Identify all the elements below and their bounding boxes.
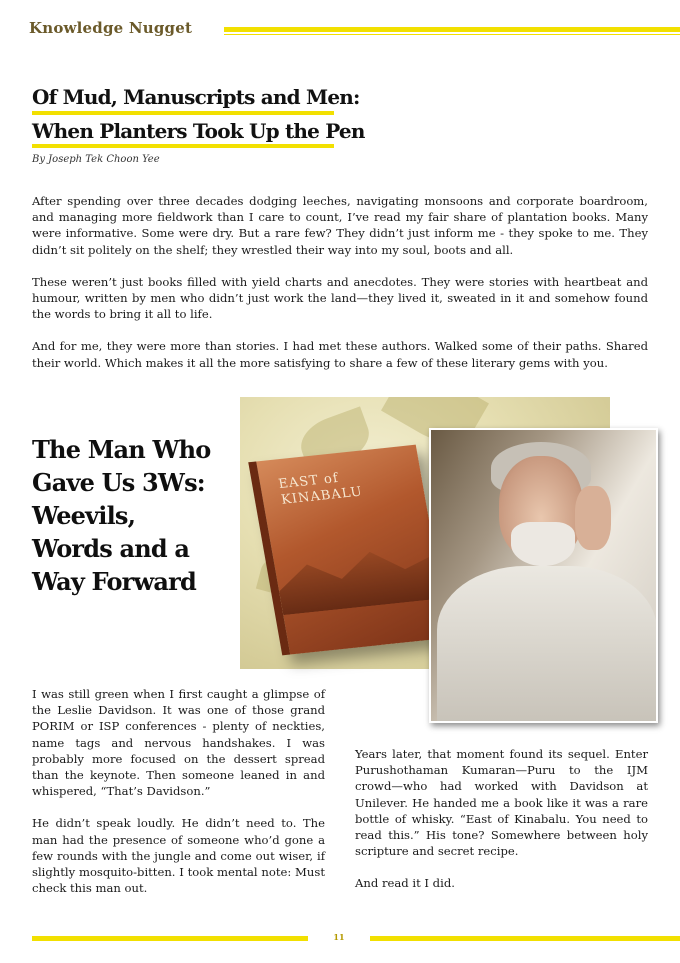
byline: By Joseph Tek Choon Yee xyxy=(32,154,160,165)
header-section-label: Knowledge Nugget xyxy=(29,19,193,37)
intro-text xyxy=(32,193,648,387)
book-cover-image xyxy=(248,445,450,656)
intro-paragraph: After spending over three decades dodging leeches, navigating monsoons and corporate boardroom, and managing more fieldwork than I care to count, I’ve read my fair share of plantation books. Many were informative. Some were dry. But a rare few? They didn’t just inform me - they spoke to me. They didn’t sit politely on the shelf; they wrestled their way into my soul, boots and all. xyxy=(32,194,648,257)
section-title xyxy=(32,433,242,598)
page-number: 11 xyxy=(333,932,345,942)
header-rule-thin xyxy=(224,34,680,35)
section-title-line: Gave Us 3Ws: xyxy=(32,468,205,497)
section-title-line: Words and a xyxy=(32,534,190,563)
article-title-line-2: When Planters Took Up the Pen xyxy=(32,119,365,143)
section-title-line: Weevils, xyxy=(32,501,136,530)
article-title-line-1: Of Mud, Manuscripts and Men: xyxy=(32,85,360,109)
section-title-line: The Man Who xyxy=(32,435,211,464)
body-paragraph: He didn’t speak loudly. He didn’t need to. The man had the presence of someone who’d gone a few rounds with the jungle and come out wiser, if slightly mosquito-bitten. I took mental note: Must check this man out. xyxy=(32,816,325,896)
header-rule xyxy=(224,27,680,32)
photo-hand xyxy=(575,486,611,550)
body-paragraph: And read it I did. xyxy=(355,876,455,891)
body-paragraph: I was still green when I first caught a glimpse of the Leslie Davidson. It was one of those grand PORIM or ISP conferences - plenty of neckties, name tags and nervous handshakes. I was probably more focused on the dessert spread than the keynote. Then someone leaned in and whispered, “That’s Davidson.” xyxy=(32,687,325,799)
body-column-left xyxy=(32,686,325,912)
title-underline-2 xyxy=(32,144,334,148)
intro-paragraph: These weren’t just books filled with yield charts and anecdotes. They were stories with heartbeat and humour, written by men who didn’t just work the land—they lived it, sweated in it and somehow found the words to bring it all to life. xyxy=(32,274,648,322)
body-column-right xyxy=(355,746,648,908)
body-paragraph: Years later, that moment found its sequel. Enter Purushothaman Kumaran—Puru to the IJM crowd—who had worked with Davidson at Unilever. He handed me a book like it was a rare bottle of whisky. “East of Kinabalu. You need to read this.” His tone? Somewhere between holy scripture and secret recipe. xyxy=(355,747,648,859)
author-photo xyxy=(429,428,658,723)
footer-rule-right xyxy=(370,936,680,941)
book-cover-hills xyxy=(273,539,443,615)
photo-shirt xyxy=(437,566,657,723)
title-underline-1 xyxy=(32,111,334,115)
section-title-line: Way Forward xyxy=(32,567,196,596)
book-cover-title: EAST of KINABALU xyxy=(277,470,364,508)
intro-paragraph: And for me, they were more than stories. I had met these authors. Walked some of their paths. Shared their world. Which makes it all the more satisfying to share a few of these literary gems with you. xyxy=(32,339,648,370)
photo-beard xyxy=(511,522,575,566)
footer-rule-left xyxy=(32,936,308,941)
